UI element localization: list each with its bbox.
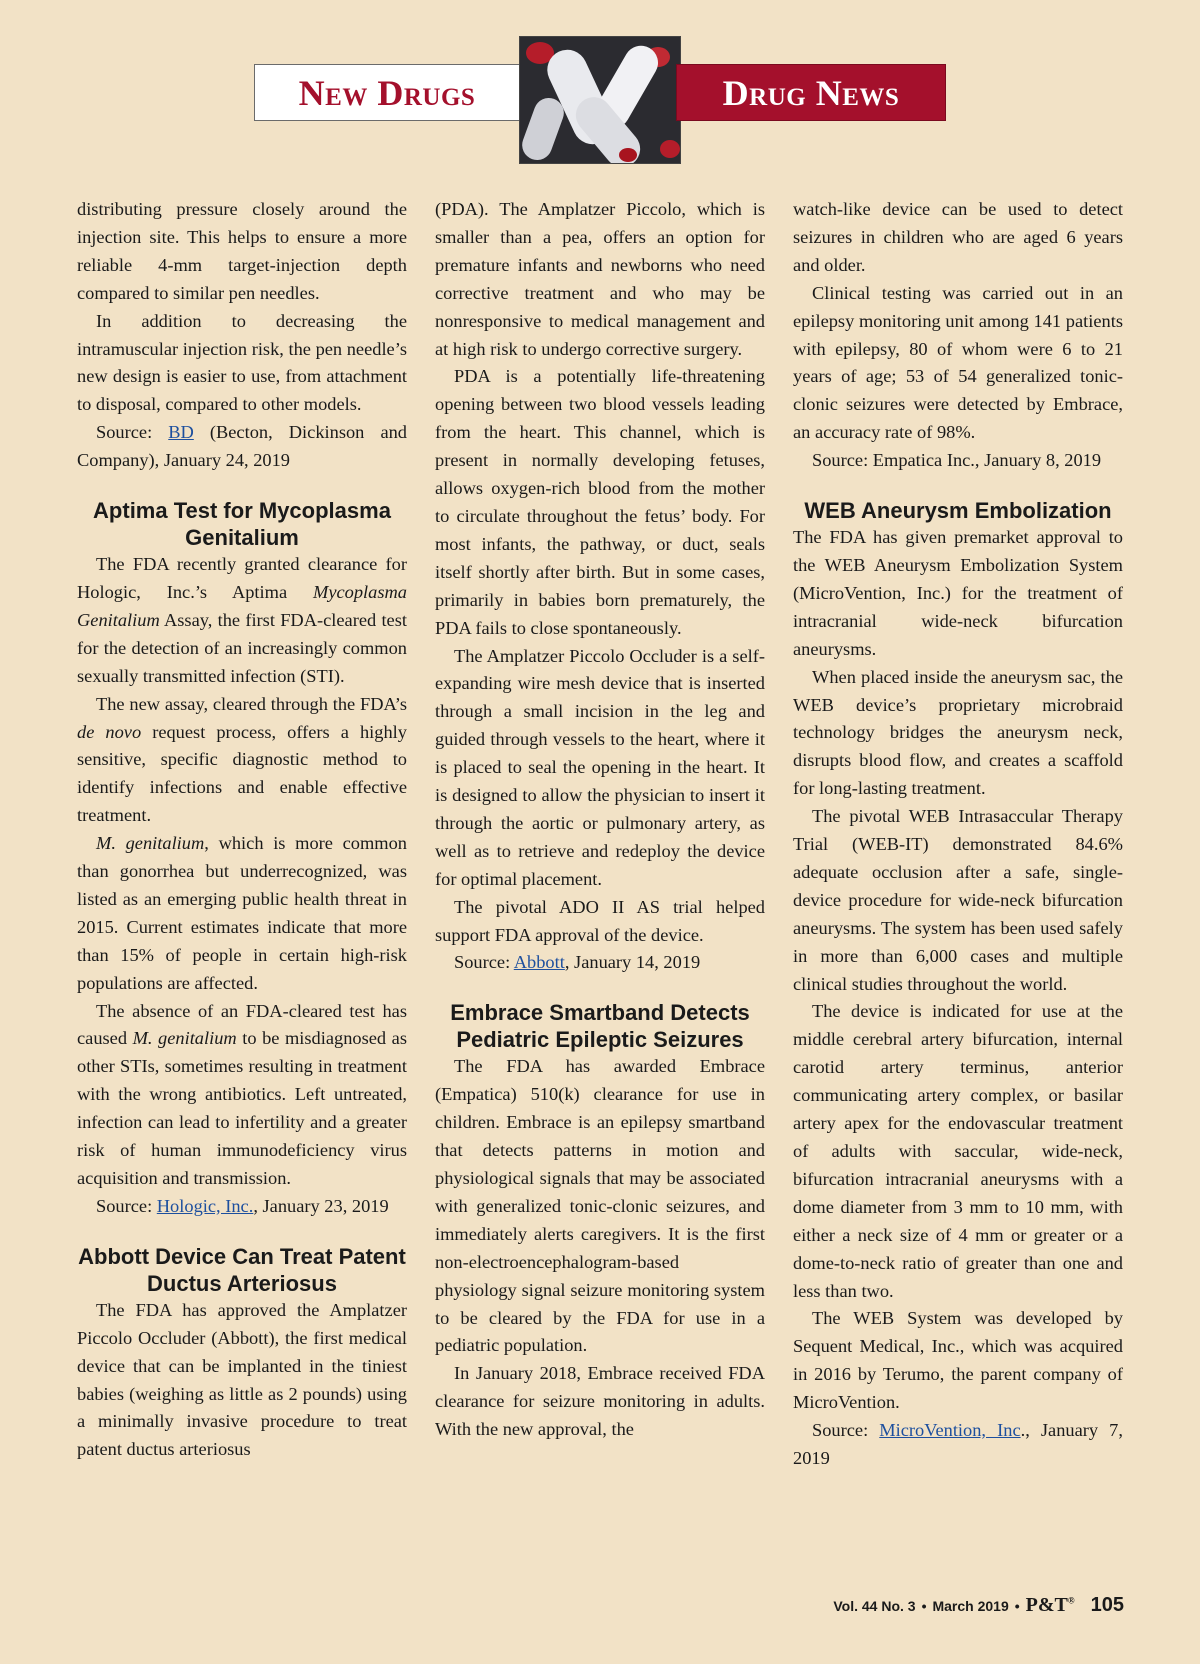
page-number: 105 (1090, 1594, 1124, 1616)
source-line (793, 1417, 1123, 1473)
journal-name: P&T (1025, 1594, 1068, 1616)
paragraph: (PDA). The Amplatzer Piccolo, which is smaller than a pea, offers an option for premature infants and newborns who need corrective treatment and who may be nonresponsive to medical management and at high risk to undergo corrective surgery. (435, 199, 765, 359)
source-link-abbott[interactable]: Abbott (513, 952, 565, 973)
source-prefix: Source: (812, 1420, 880, 1441)
paragraph: In January 2018, Embrace received FDA clearance for seizure monitoring in adults. With the new approval, the (435, 1363, 765, 1440)
italic-run: de novo (77, 721, 142, 742)
page-footer (833, 1594, 1124, 1617)
header-banner-drug-news-text: Drug News (722, 72, 900, 113)
paragraph: In addition to decreasing the intramuscular injection risk, the pen needle’s new design is easier to use, from attachment to disposal, compared to other models. (77, 310, 407, 415)
paragraph: The device is indicated for use at the middle cerebral artery bifurcation, internal carotid artery terminus, anterior communicating artery complex, or basilar artery apex for the endovascular treatment of adults with saccular, wide-neck, bifurcation intracranial aneurysms with a dome diameter from 3 mm to 10 mm, with either a neck size of 4 mm or greater or a dome-to-neck ratio of greater than one and less than two. (793, 1001, 1123, 1301)
source-link-hologic[interactable]: Hologic, Inc. (156, 1195, 254, 1216)
text-run: to be misdiagnosed as other STIs, sometimes resulting in treatment with the wrong antibiotics. Left untreated, infection can lead to infertility and a greater risk of human immunodeficiency virus acquisition and transmission. (77, 1028, 407, 1188)
paragraph: The pivotal ADO II AS trial helped support FDA approval of the device. (435, 896, 765, 945)
footer-date: March 2019 (932, 1598, 1009, 1614)
heading-abbott: Abbott Device Can Treat Patent Ductus Arteriosus (78, 1243, 406, 1296)
paragraph: PDA is a potentially life-threatening opening between two blood vessels leading from the heart. This channel, which is present in normally developing fetuses, allows oxygen-rich blood from the mother to circulate throughout the fetus’ body. For most infants, the pathway, or duct, seals itself shortly after birth. But in some cases, primarily in babies born prematurely, the PDA fails to close spontaneously. (435, 366, 765, 638)
footer-separator: • (1014, 1598, 1020, 1614)
paragraph: distributing pressure closely around the injection site. This helps to ensure a more reliable 4-mm target-injection depth compared to similar pen needles. (77, 199, 407, 303)
pills-photo (519, 36, 681, 164)
footer-journal (1026, 1594, 1075, 1617)
text-run: The absence of an FDA-cleared test has caused (77, 1000, 407, 1049)
paragraph (77, 998, 407, 1193)
header-banner-new-drugs-text: New Drugs (298, 72, 476, 113)
paragraph: The pivotal WEB Intrasaccular Therapy Trial (WEB-IT) demonstrated 84.6% adequate occlusion after a safe, single-device procedure for wide-neck bifurcation aneurysms. The system has been used safely in more than 6,000 cases and multiple clinical studies throughout the world. (793, 806, 1123, 994)
footer-volume: Vol. 44 No. 3 (833, 1598, 916, 1614)
paragraph: Clinical testing was carried out in an epilepsy monitoring unit among 141 patients with epilepsy, 80 of whom were 6 to 21 years of age; 53 of 54 generalized tonic-clonic seizures were detected by Embrace, an accuracy rate of 98%. (793, 282, 1123, 443)
text-run: The new assay, cleared through the FDA’s (96, 693, 407, 714)
column-2 (435, 196, 765, 1444)
paragraph (77, 551, 407, 691)
source-suffix: , January 23, 2019 (253, 1195, 389, 1216)
source-prefix: Source: (96, 422, 169, 443)
column-3 (793, 196, 1123, 1473)
italic-run: Mycoplasma Genitalium (77, 581, 407, 630)
italic-run: M. genitalium (96, 833, 205, 854)
header-banner-drug-news (676, 64, 946, 121)
heading-aptima: Aptima Test for Mycoplasma Genitalium (93, 498, 391, 551)
text-run: , which is more common than gonorrhea but underrecognized, was listed as an emerging public health threat in 2015. Current estimates indicate that more than 15% of people in certain high-risk populations are affected. (77, 833, 407, 993)
source-line (77, 419, 407, 475)
paragraph: watch-like device can be used to detect seizures in children who are aged 6 years and older. (793, 199, 1123, 275)
italic-run: M. genitalium (132, 1028, 237, 1049)
paragraph: The WEB System was developed by Sequent Medical, Inc., which was acquired in 2016 by Terumo, the parent company of MicroVention. (793, 1308, 1123, 1413)
source-link-bd[interactable]: BD (168, 422, 194, 443)
pills-image (520, 37, 681, 164)
paragraph: The FDA has approved the Amplatzer Piccolo Occluder (Abbott), the first medical device that can be implanted in the tiniest babies (weighing as little as 2 pounds) using a minimally invasive procedure to treat patent ductus arteriosus (77, 1299, 407, 1460)
source-line: Source: Empatica Inc., January 8, 2019 (812, 450, 1102, 471)
text-run: The FDA recently granted clearance for Hologic, Inc.’s Aptima (77, 554, 407, 602)
header-banner-new-drugs (254, 64, 520, 121)
heading-embrace: Embrace Smartband Detects Pediatric Epileptic Seizures (450, 1000, 750, 1053)
source-suffix: , January 14, 2019 (564, 952, 701, 973)
paragraph: The FDA has awarded Embrace (Empatica) 510(k) clearance for use in children. Embrace is an epilepsy smartband that detects patterns in motion and physiological signals that may be associated with generalized tonic-clonic seizures, and immediately alerts caregivers. It is the first non-electroencephalogram-based physiology signal seizure monitoring system to be cleared by the FDA for use in a pediatric population. (435, 1056, 765, 1356)
source-suffix: ., January 7, 2019 (793, 1420, 1123, 1468)
source-prefix: Source: (96, 1195, 157, 1216)
paragraph: When placed inside the aneurysm sac, the WEB device’s proprietary microbraid technology bridges the aneurysm neck, disrupts blood flow, and creates a scaffold for long-lasting treatment. (793, 666, 1123, 799)
source-link-microvention[interactable]: MicroVention, Inc (879, 1420, 1021, 1441)
paragraph (77, 691, 407, 831)
paragraph: The Amplatzer Piccolo Occluder is a self-expanding wire mesh device that is inserted through a small incision in the leg and guided through vessels to the heart, where it is placed to seal the opening in the heart. It is designed to allow the physician to insert it through the aortic or pulmonary artery, as well as to retrieve and redeploy the device for optimal placement. (435, 645, 765, 889)
paragraph (77, 830, 407, 997)
column-1 (77, 196, 407, 1464)
text-run: request process, offers a highly sensitive, specific diagnostic method to identify infections and enable effective treatment. (77, 721, 407, 826)
paragraph: The FDA has given premarket approval to the WEB Aneurysm Embolization System (MicroVention, Inc.) for the treatment of intracranial wide-neck bifurcation aneurysms. (793, 527, 1123, 659)
registered-mark: ® (1067, 1595, 1075, 1606)
footer-separator: • (921, 1598, 927, 1614)
source-line (435, 949, 765, 977)
source-suffix: (Becton, Dickinson and Company), January 24, 2019 (77, 422, 407, 471)
source-line (77, 1193, 407, 1221)
source-prefix: Source: (454, 952, 514, 973)
text-run: Assay, the first FDA-cleared test for the detection of an increasingly common sexually transmitted infection (STI). (77, 609, 407, 686)
heading-web: WEB Aneurysm Embolization (804, 498, 1112, 524)
